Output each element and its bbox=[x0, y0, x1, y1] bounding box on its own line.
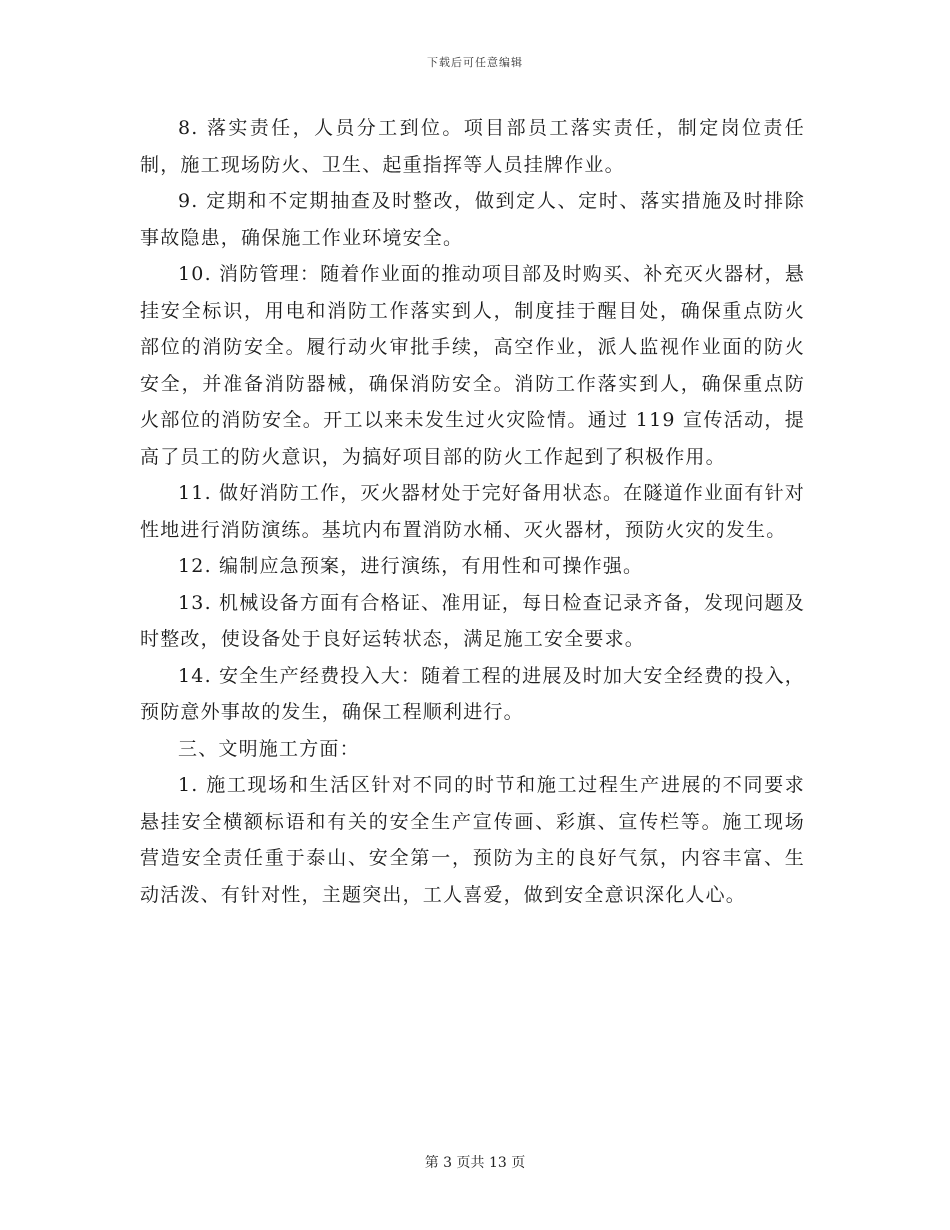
document-body bbox=[140, 110, 805, 913]
paragraph-item-10: 10. 消防管理：随着作业面的推动项目部及时购买、补充灭火器材，悬挂安全标识，用电和消防工作落实到人，制度挂于醒目处，确保重点防火部位的消防安全。履行动火审批手续，高空作业，派人监视作业面的防火安全，并准备消防器械，确保消防安全。消防工作落实到人，确保重点防火部位的消防安全。开工以来未发生过火灾险情。通过 119 宣传活动，提高了员工的防火意识，为搞好项目部的防火工作起到了积极作用。 bbox=[140, 263, 805, 468]
paragraph-item-13: 13. 机械设备方面有合格证、准用证，每日检查记录齐备，发现问题及时整改，使设备处于良好运转状态，满足施工安全要求。 bbox=[140, 591, 805, 650]
paragraph-item-11: 11. 做好消防工作，灭火器材处于完好备用状态。在隧道作业面有针对性地进行消防演练。基坑内布置消防水桶、灭火器材，预防火灾的发生。 bbox=[140, 482, 805, 541]
paragraph-item-8: 8. 落实责任，人员分工到位。项目部员工落实责任，制定岗位责任制，施工现场防火、卫生、起重指挥等人员挂牌作业。 bbox=[140, 117, 805, 176]
page-header-note: 下载后可任意编辑 bbox=[427, 56, 523, 69]
paragraph-item-14: 14. 安全生产经费投入大：随着工程的进展及时加大安全经费的投入，预防意外事故的发生，确保工程顺利进行。 bbox=[140, 664, 805, 723]
paragraph-item-1: 1. 施工现场和生活区针对不同的时节和施工过程生产进展的不同要求悬挂安全横额标语和有关的安全生产宣传画、彩旗、宣传栏等。施工现场营造安全责任重于泰山、安全第一，预防为主的良好气氛，内容丰富、生动活泼、有针对性，主题突出，工人喜爱，做到安全意识深化人心。 bbox=[140, 774, 805, 906]
paragraph-item-12: 12. 编制应急预案，进行演练，有用性和可操作强。 bbox=[178, 555, 644, 577]
paragraph-item-9: 9. 定期和不定期抽查及时整改，做到定人、定时、落实措施及时排除事故隐患，确保施工作业环境安全。 bbox=[140, 190, 805, 249]
page-number-footer: 第 3 页共 13 页 bbox=[424, 1155, 526, 1171]
section-heading-civilized-construction: 三、文明施工方面： bbox=[178, 737, 360, 760]
